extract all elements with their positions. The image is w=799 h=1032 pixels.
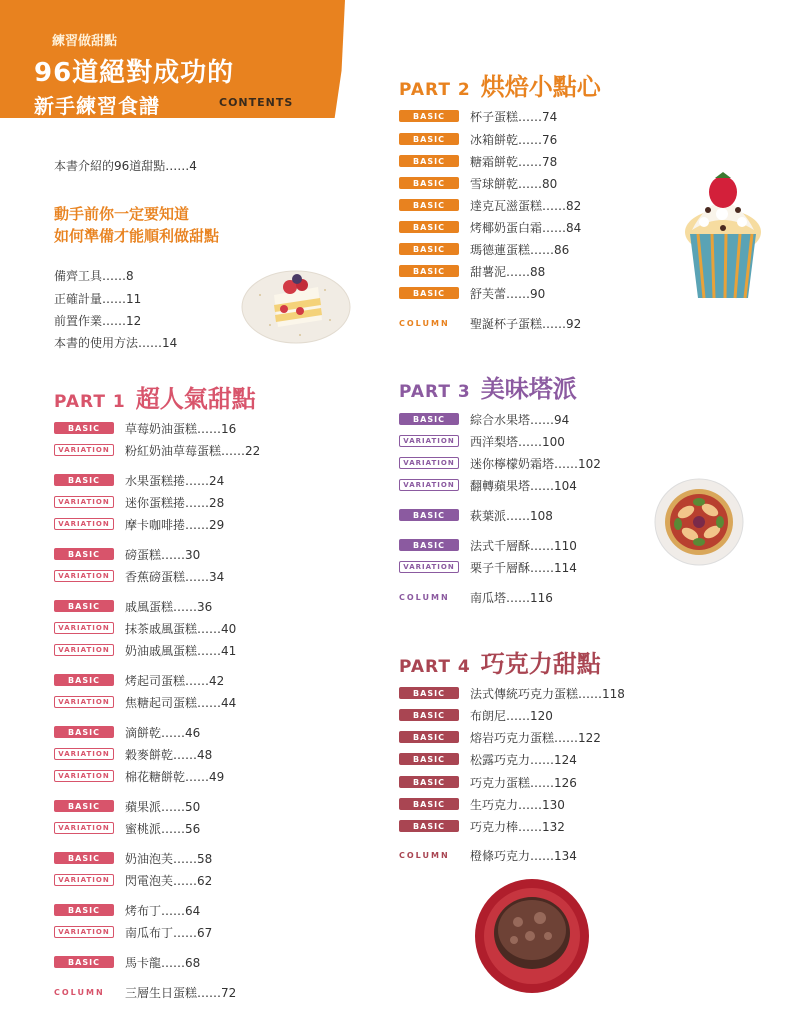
part3-entry xyxy=(399,590,553,604)
entry-text: 布朗尼……120 xyxy=(470,708,553,723)
entry-text: 橙條巧克力……134 xyxy=(470,848,577,863)
entry-text: 栗子千層酥……114 xyxy=(470,560,577,575)
part2-entry xyxy=(399,109,557,123)
part2-entry xyxy=(399,316,581,330)
part4-entry xyxy=(399,819,565,833)
entry-text: 香蕉磅蛋糕……34 xyxy=(125,569,225,584)
part1-entry xyxy=(54,955,200,969)
variation-badge: VARIATION xyxy=(54,570,114,582)
part1-entry xyxy=(54,725,200,739)
entry-text: 聖誕杯子蛋糕……92 xyxy=(470,316,582,331)
basic-badge: BASIC xyxy=(399,133,459,145)
basic-badge: BASIC xyxy=(399,110,459,122)
part1-entry xyxy=(54,495,224,509)
entry-text: 摩卡咖啡捲……29 xyxy=(125,517,225,532)
part2-entry xyxy=(399,154,557,168)
variation-badge: VARIATION xyxy=(399,457,459,469)
part1-entry xyxy=(54,643,236,657)
column-badge: COLUMN xyxy=(399,850,450,860)
entry-text: 馬卡龍……68 xyxy=(125,955,201,970)
part1-entry xyxy=(54,547,200,561)
basic-badge: BASIC xyxy=(399,199,459,211)
part2-entry xyxy=(399,176,557,190)
part1-entry xyxy=(54,473,224,487)
part2-entry xyxy=(399,286,545,300)
entry-text: 草莓奶油蛋糕……16 xyxy=(125,421,237,436)
entry-text: 抹茶戚風蛋糕……40 xyxy=(125,621,237,636)
part4-entry xyxy=(399,848,577,862)
entry-text: 磅蛋糕……30 xyxy=(125,547,201,562)
part2-entry xyxy=(399,132,557,146)
intro-line: 本書介紹的96道甜點……4 xyxy=(54,159,197,173)
part3-entry xyxy=(399,538,577,552)
basic-badge: BASIC xyxy=(54,422,114,434)
variation-badge: VARIATION xyxy=(54,496,114,508)
basic-badge: BASIC xyxy=(54,904,114,916)
strawberry-cake-photo xyxy=(240,265,352,345)
prep-item: 正確計量……11 xyxy=(54,292,142,306)
variation-badge: VARIATION xyxy=(54,518,114,530)
variation-badge: VARIATION xyxy=(54,644,114,656)
basic-badge: BASIC xyxy=(54,600,114,612)
entry-text: 焦糖起司蛋糕……44 xyxy=(125,695,237,710)
entry-text: 蜜桃派……56 xyxy=(125,821,201,836)
contents-label: CONTENTS xyxy=(219,96,294,109)
entry-text: 南瓜塔……116 xyxy=(470,590,553,605)
part3-entry xyxy=(399,478,577,492)
entry-text: 綜合水果塔……94 xyxy=(470,412,570,427)
book-title-line1: 96道絕對成功的 xyxy=(34,58,235,88)
prep-item: 備齊工具……8 xyxy=(54,269,134,283)
basic-badge: BASIC xyxy=(399,177,459,189)
entry-text: 三層生日蛋糕……72 xyxy=(125,985,237,1000)
part3-entry xyxy=(399,560,577,574)
entry-text: 杯子蛋糕……74 xyxy=(470,109,558,124)
part1-title: 超人氣甜點 xyxy=(135,385,256,413)
fruit-tart-photo xyxy=(654,478,744,566)
variation-badge: VARIATION xyxy=(399,561,459,573)
part2-entry xyxy=(399,264,545,278)
entry-text: 奶油泡芙……58 xyxy=(125,851,213,866)
prep-item: 前置作業……12 xyxy=(54,314,142,328)
basic-badge: BASIC xyxy=(399,155,459,167)
part4-entry xyxy=(399,752,577,766)
basic-badge: BASIC xyxy=(399,509,459,521)
basic-badge: BASIC xyxy=(54,474,114,486)
part3-entry xyxy=(399,456,601,470)
entry-text: 熔岩巧克力蛋糕……122 xyxy=(470,730,601,745)
variation-badge: VARIATION xyxy=(54,696,114,708)
entry-text: 迷你檸檬奶霜塔……102 xyxy=(470,456,601,471)
part2-label: PART 2 xyxy=(399,80,471,100)
part4-entry xyxy=(399,686,625,700)
entry-text: 閃電泡芙……62 xyxy=(125,873,213,888)
variation-badge: VARIATION xyxy=(54,622,114,634)
basic-badge: BASIC xyxy=(399,731,459,743)
part1-entry xyxy=(54,621,236,635)
entry-text: 瑪德蓮蛋糕……86 xyxy=(470,242,570,257)
basic-badge: BASIC xyxy=(54,726,114,738)
basic-badge: BASIC xyxy=(54,956,114,968)
entry-text: 法式千層酥……110 xyxy=(470,538,577,553)
basic-badge: BASIC xyxy=(399,221,459,233)
basic-badge: BASIC xyxy=(54,852,114,864)
part1-entry xyxy=(54,799,200,813)
part1-entry xyxy=(54,821,200,835)
entry-text: 西洋梨塔……100 xyxy=(470,434,565,449)
part1-heading xyxy=(54,379,256,414)
part3-heading xyxy=(399,369,577,404)
part1-entry xyxy=(54,569,224,583)
entry-text: 奶油戚風蛋糕……41 xyxy=(125,643,237,658)
prep-heading-line1: 動手前你一定要知道 xyxy=(54,205,190,223)
part1-entry xyxy=(54,873,212,887)
chocolate-cake-photo xyxy=(474,878,590,994)
entry-text: 翻轉蘋果塔……104 xyxy=(470,478,577,493)
entry-text: 萩葉派……108 xyxy=(470,508,553,523)
entry-text: 冰箱餅乾……76 xyxy=(470,132,558,147)
part2-entry xyxy=(399,242,569,256)
variation-badge: VARIATION xyxy=(54,926,114,938)
basic-badge: BASIC xyxy=(54,548,114,560)
part1-entry xyxy=(54,599,212,613)
basic-badge: BASIC xyxy=(399,709,459,721)
part4-heading xyxy=(399,644,601,679)
basic-badge: BASIC xyxy=(399,687,459,699)
entry-text: 迷你蛋糕捲……28 xyxy=(125,495,225,510)
part1-entry xyxy=(54,443,260,457)
part1-entry xyxy=(54,421,236,435)
part3-entry xyxy=(399,434,565,448)
entry-text: 巧克力蛋糕……126 xyxy=(470,775,577,790)
entry-text: 滴餅乾……46 xyxy=(125,725,201,740)
entry-text: 南瓜布丁……67 xyxy=(125,925,213,940)
prep-heading-line2: 如何準備才能順利做甜點 xyxy=(54,227,220,245)
entry-text: 穀麥餅乾……48 xyxy=(125,747,213,762)
variation-badge: VARIATION xyxy=(54,770,114,782)
cupcake-photo xyxy=(682,170,764,300)
entry-text: 烤椰奶蛋白霜……84 xyxy=(470,220,582,235)
part1-entry xyxy=(54,925,212,939)
series-subtitle: 練習做甜點 xyxy=(52,34,118,49)
basic-badge: BASIC xyxy=(399,820,459,832)
column-badge: COLUMN xyxy=(399,318,450,328)
part4-label: PART 4 xyxy=(399,657,471,677)
basic-badge: BASIC xyxy=(54,674,114,686)
basic-badge: BASIC xyxy=(399,243,459,255)
part1-entry xyxy=(54,747,212,761)
variation-badge: VARIATION xyxy=(399,479,459,491)
part1-entry xyxy=(54,673,224,687)
variation-badge: VARIATION xyxy=(54,748,114,760)
entry-text: 甜薯泥……88 xyxy=(470,264,546,279)
basic-badge: BASIC xyxy=(399,753,459,765)
entry-text: 松露巧克力……124 xyxy=(470,752,577,767)
column-badge: COLUMN xyxy=(54,987,105,997)
part4-title: 巧克力甜點 xyxy=(480,650,601,678)
part3-title: 美味塔派 xyxy=(480,375,577,403)
basic-badge: BASIC xyxy=(399,798,459,810)
entry-text: 舒芙蕾……90 xyxy=(470,286,546,301)
entry-text: 雪球餅乾……80 xyxy=(470,176,558,191)
part1-entry xyxy=(54,695,236,709)
part2-title: 烘焙小點心 xyxy=(480,73,601,101)
part4-entry xyxy=(399,708,553,722)
variation-badge: VARIATION xyxy=(54,874,114,886)
entry-text: 糖霜餅乾……78 xyxy=(470,154,558,169)
basic-badge: BASIC xyxy=(54,800,114,812)
part2-entry xyxy=(399,220,581,234)
part4-entry xyxy=(399,797,565,811)
variation-badge: VARIATION xyxy=(54,444,114,456)
entry-text: 粉紅奶油草莓蛋糕……22 xyxy=(125,443,261,458)
basic-badge: BASIC xyxy=(399,413,459,425)
part4-entry xyxy=(399,730,601,744)
entry-text: 水果蛋糕捲……24 xyxy=(125,473,225,488)
part1-entry xyxy=(54,769,224,783)
entry-text: 烤起司蛋糕……42 xyxy=(125,673,225,688)
basic-badge: BASIC xyxy=(399,265,459,277)
entry-text: 蘋果派……50 xyxy=(125,799,201,814)
basic-badge: BASIC xyxy=(399,539,459,551)
part1-entry xyxy=(54,985,236,999)
entry-text: 戚風蛋糕……36 xyxy=(125,599,213,614)
entry-text: 法式傳統巧克力蛋糕……118 xyxy=(470,686,625,701)
entry-text: 達克瓦滋蛋糕……82 xyxy=(470,198,582,213)
basic-badge: BASIC xyxy=(399,287,459,299)
variation-badge: VARIATION xyxy=(399,435,459,447)
part1-entry xyxy=(54,851,212,865)
prep-item: 本書的使用方法……14 xyxy=(54,336,178,350)
basic-badge: BASIC xyxy=(399,776,459,788)
part2-heading xyxy=(399,67,601,102)
part1-entry xyxy=(54,517,224,531)
part1-label: PART 1 xyxy=(54,392,126,412)
entry-text: 烤布丁……64 xyxy=(125,903,201,918)
entry-text: 生巧克力……130 xyxy=(470,797,565,812)
part1-entry xyxy=(54,903,200,917)
column-badge: COLUMN xyxy=(399,592,450,602)
part3-entry xyxy=(399,508,553,522)
part3-label: PART 3 xyxy=(399,382,471,402)
book-title-line2: 新手練習食譜 xyxy=(34,94,160,118)
part4-entry xyxy=(399,775,577,789)
variation-badge: VARIATION xyxy=(54,822,114,834)
entry-text: 巧克力棒……132 xyxy=(470,819,565,834)
entry-text: 棉花糖餅乾……49 xyxy=(125,769,225,784)
part3-entry xyxy=(399,412,569,426)
part2-entry xyxy=(399,198,581,212)
